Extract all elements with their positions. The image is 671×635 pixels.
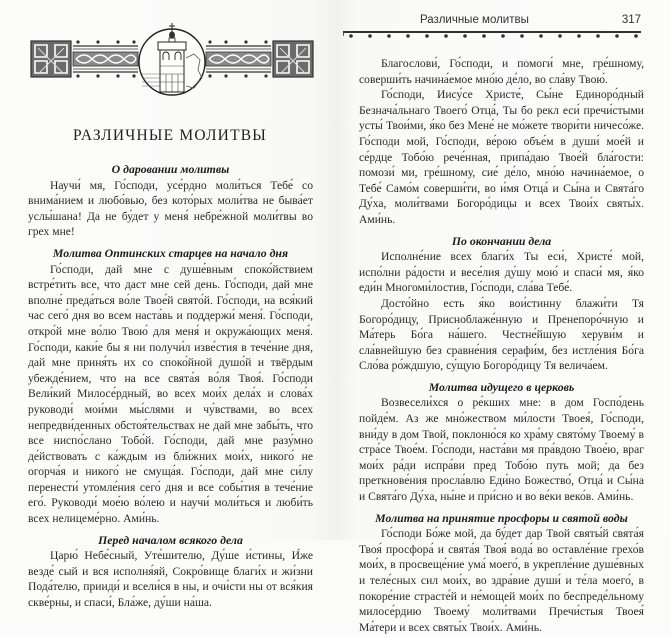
knot-block-right-icon	[273, 41, 313, 77]
section-title: Молитва Оптинских старцев на начало дня	[52, 245, 289, 260]
decorative-rule-icon	[343, 29, 641, 41]
left-page	[0, 0, 335, 610]
section-title: Перед началом всякого дела	[98, 532, 243, 547]
prayer-paragraph: Благослови́, Го́споди, и помоги́ мне, гре́шному, соверши́ть начина́емое мно́ю де́ло, во сла́ву Твою́.	[359, 57, 644, 86]
section-title: По окончании дела	[451, 233, 552, 248]
left-page-body	[28, 162, 313, 611]
running-header-title: Различные молитвы	[420, 14, 529, 26]
prayer-paragraph: Возвесели́хся о ре́кших мне: в дом Госпо́день пойде́м. Аз же мно́жеством ми́лости Твоея́, Го́споди, вни́ду в дом Твой, поклоню́ся ко хра́му свято́му Твоему́ в стра́се Твое́м. Го́споди, наста́ви мя пра́вдою Твое́ю, враг мои́х ра́ди испра́ви пред Тобо́ю путь мой; да без преткнове́ния просла́влю Еди́но Божество́, Отца́ и Сы́на и Свята́го Ду́ха, ны́не и при́сно и во ве́ки веко́в. Ами́нь.	[359, 396, 644, 504]
prayer-paragraph: Го́споди, Иису́се Христе́, Сы́не Единоро́дный Безнача́льнаго Твоего́ Отца́, Ты бо рекл еси́ пречи́стыми усты́ Твои́ми, я́ко без Мене́ не мо́жете твори́ти ничесо́же. Го́споди мой, Го́споди, ве́рою объе́м в души́ мое́й и се́рдце Тобо́ю рече́нная, припа́даю Твое́й бла́гости: помози́ ми, гре́шному, сие́ де́ло, мно́ю начина́емое, о Тебе́ Само́м соверши́ти, во и́мя Отца́ и Сы́на и Свята́го Ду́ха, моли́твами Богоро́дицы и всех Твои́х святы́х. Ами́нь.	[359, 88, 644, 226]
chapter-title: РАЗЛИЧНЫЕ МОЛИТВЫ	[73, 127, 267, 144]
section-title: Молитва идущего в церковь	[428, 379, 575, 394]
prayer-paragraph: Научи́ мя, Го́споди, усе́рдно моли́ться Тебе́ со внима́нием и любо́вью, без кото́рых моли́тва не быва́ет услы́шана! Да не бу́дет у меня́ небре́жной моли́твы во грех мне!	[28, 178, 313, 239]
prayer-paragraph: Го́споди, дай мне с душе́вным споко́йствием встре́тить все, что даст мне сей день. Го́споди, дай мне вполне́ преда́ться во́ле Твое́й свято́й. Го́споди, на вся́кий час сего́ дня во всем наста́вь и поддержи́ меня́. Го́споди, откро́й мне во́лю Твою́ для меня́ и окружа́ющих меня́. Го́споди, каки́е бы я ни получи́л изве́стия в тече́ние дня, дай мне приня́ть их со споко́йной душо́й и твёрдым убежде́нием, что на все свята́я во́ля Твоя́. Го́споди Вели́кий Милосе́рдный, во всех мои́х дела́х и слова́х руководи́ мои́ми мы́слями и чу́вствами, во всех непредви́денных обстоя́тельствах не дай мне забы́ть, что все ниспо́слано Тобо́й. Го́споди, дай мне разу́мно де́йствовать с ка́ждым из бли́жних мои́х, никого́ не огорча́я и никого́ не смуща́я. Го́споди, дай мне си́лу перенести́ утомле́ния сего́ дня и все собы́тия в тече́ние его́. Руководи́ мое́ю во́лею и научи́ моли́ться и люби́ть всех нелицеме́рно. Ами́нь.	[28, 262, 313, 526]
right-page-body	[359, 56, 644, 635]
page-number: 317	[621, 14, 641, 26]
section-title: Молитва на принятие просфоры и святой воды	[375, 510, 628, 525]
prayer-paragraph: Досто́йно есть я́ко вои́стинну блажи́ти Тя Богоро́дицу, Присноблаже́нную и Пренепоро́чную и Ма́терь Бо́га на́шего. Честне́йшую херуви́м и сла́внейшую без сравне́ния серафи́м, без истле́ния Бо́га Сло́ва ро́ждшую, су́щую Богоро́дицу Тя велича́ем.	[359, 296, 644, 373]
knot-block-left-icon	[31, 41, 71, 77]
right-page	[335, 0, 671, 634]
prayer-paragraph: Царю́ Небе́сный, Уте́шителю, Ду́ше и́стины, И́же везде́ сый и вся исполня́яй, Сокро́вище благи́х и жи́зни Пода́телю, прииди́ и всели́ся в ны, и очи́сти ны от вся́кия скве́рны, и спаси́, Бла́же, ду́ши на́ша.	[28, 549, 313, 610]
prayer-paragraph: Исполне́ние всех благи́х Ты еси́, Христе́ мой, испо́лни ра́дости и весе́лия ду́шу мою́ и спаси́ мя, я́ко еди́н Многоми́лостив, Го́споди, сла́ва Тебе́.	[359, 250, 644, 295]
section-title: О даровании молитвы	[111, 162, 230, 176]
bell-tower-medallion-icon	[139, 23, 205, 95]
prayer-paragraph: Го́споди Бо́же мой, да бу́дет дар Твой святы́й свята́я Твоя́ просфора́ и свята́я Твоя́ вода́ во оставле́ние грехо́в мои́х, в просвеще́ние ума́ моего́, в укрепле́ние душе́вных и теле́сных сил мои́х, во здра́вие души́ и те́ла моего́, в покоре́ние страсте́й и не́мощей мои́х по беспреде́льному милосе́рдию Твоему́ моли́твами Пречи́стыя Твоея́ Ма́тери и всех святы́х Твои́х. Ами́нь.	[359, 527, 644, 634]
ornament-banner-icon	[30, 18, 314, 96]
